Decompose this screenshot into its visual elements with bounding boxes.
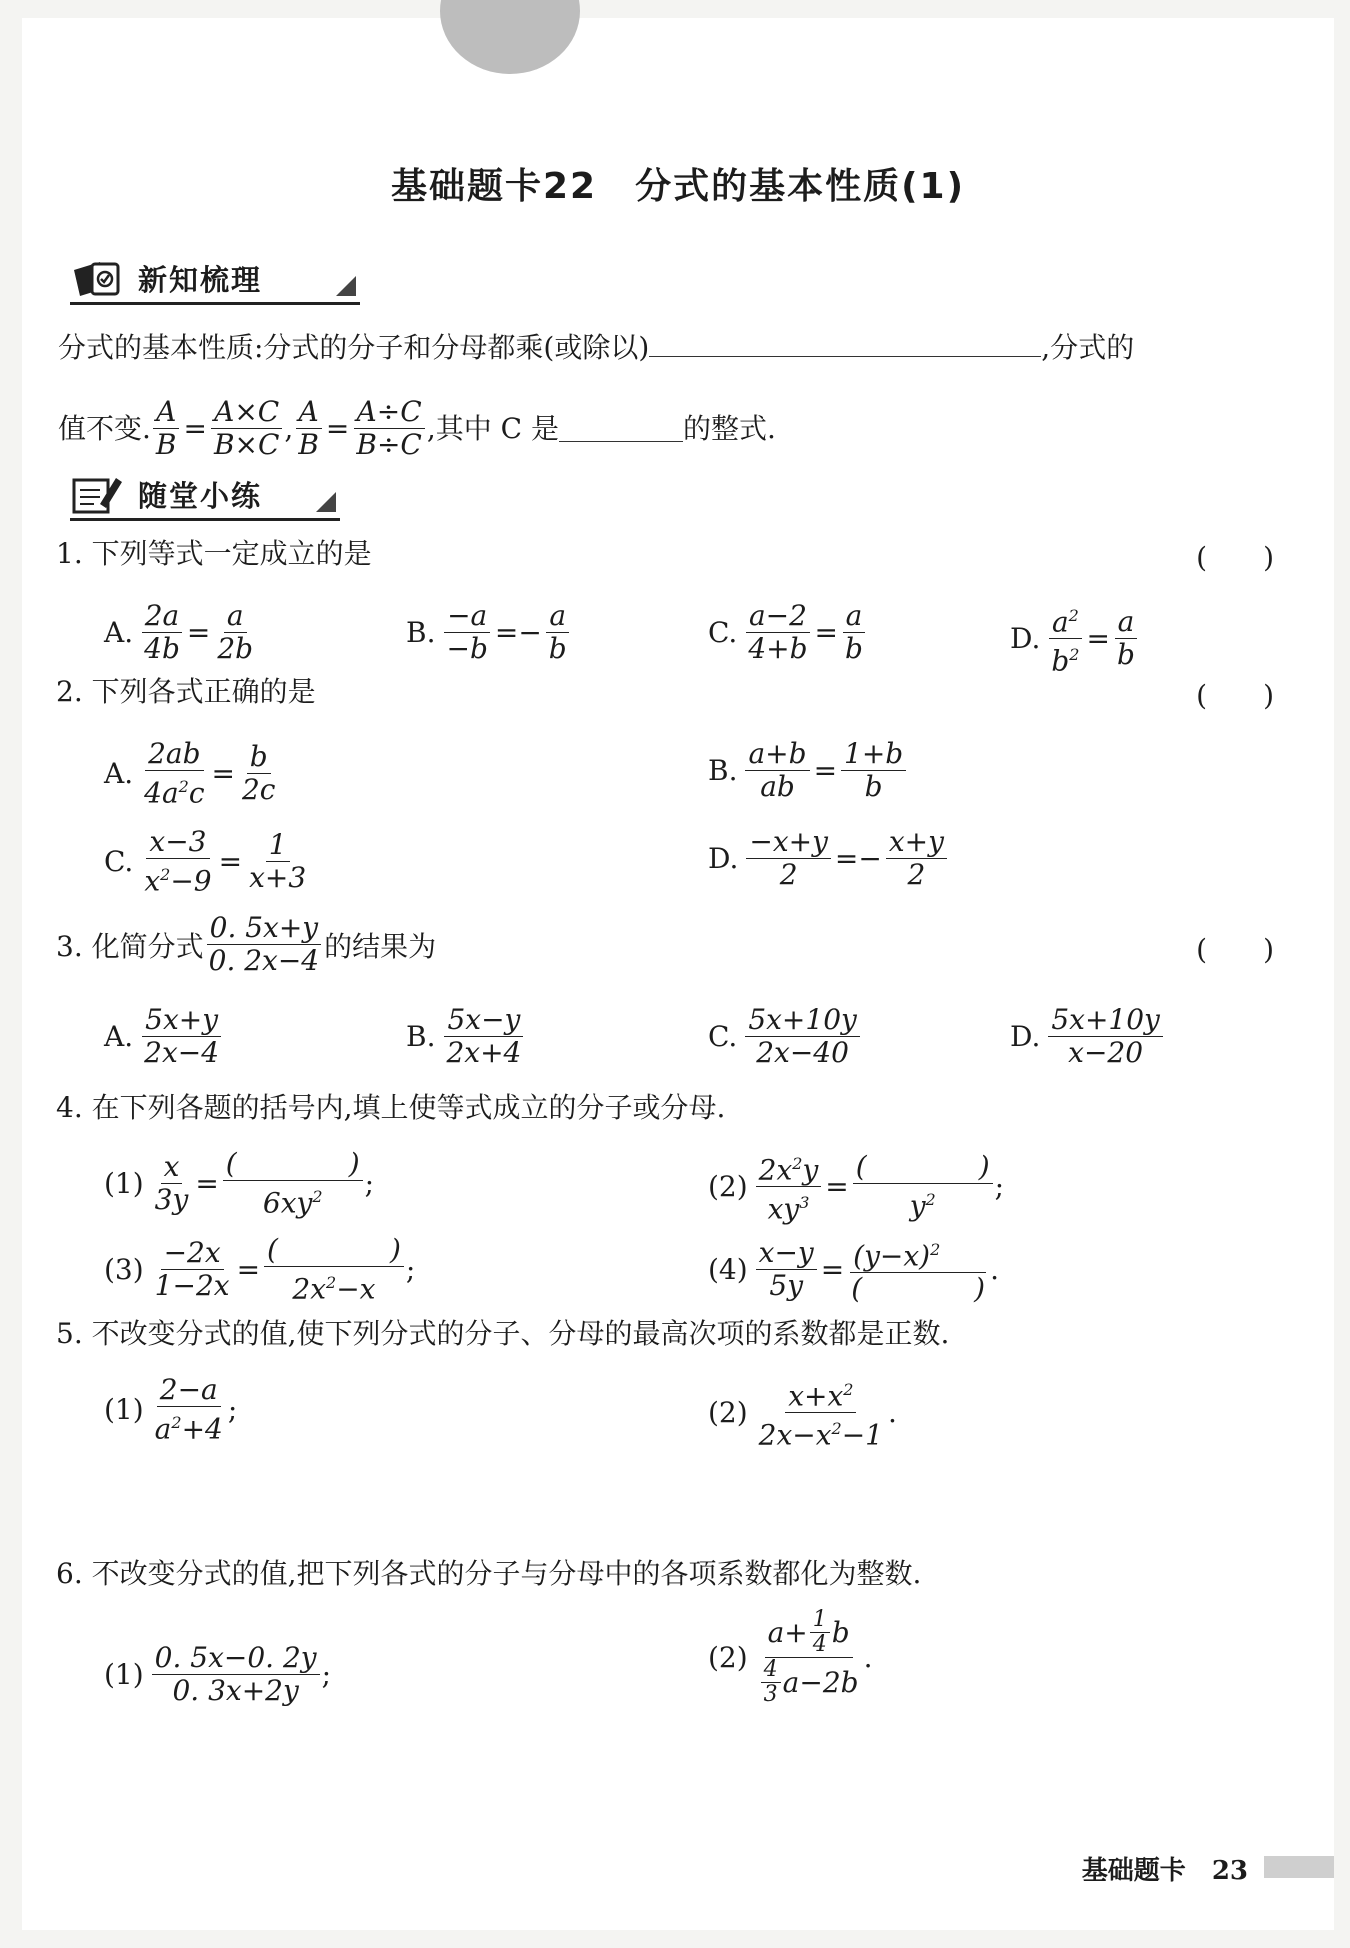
formula-fraction: $\frac{A\div C}{B\div C}$	[353, 396, 424, 461]
question-6: 6. 不改变分式的值,把下列各式的分子与分母中的各项系数都化为整数.	[56, 1557, 922, 1590]
option-key: D.	[1010, 1020, 1041, 1053]
page-title: 基础题卡22 分式的基本性质(1)	[390, 166, 966, 207]
section-label-practice: 随堂小练	[138, 478, 263, 513]
q2-option-b[interactable]: B. $\frac{a+b}{ab}$ = $\frac{1+b}{b}$	[708, 738, 908, 803]
q2-option-c[interactable]: C. $\frac{x-3}{x^2-9}$ = $\frac{1}{x+3}$	[104, 825, 307, 898]
binder-hole	[440, 0, 580, 74]
option-key: A.	[104, 1020, 134, 1053]
option-key: C.	[708, 1020, 738, 1053]
section-header-knowledge	[70, 254, 360, 305]
section-triangle	[336, 276, 356, 296]
q3-option-c[interactable]: C. $\frac{5x+10y}{2x-40}$	[708, 1004, 862, 1069]
answer-blank-2[interactable]	[559, 415, 683, 442]
q4-part-2: (2) $\frac{2x^2y}{xy^3}$ = $\frac{( )}{y^2}$ ;	[708, 1148, 1004, 1226]
option-key: B.	[708, 754, 738, 787]
sub-key: (4)	[708, 1253, 748, 1287]
question-3: 3. 化简分式 $\frac{0. 5x+y}{0. 2x-4}$ 的结果为	[56, 911, 437, 977]
formula-fraction: $\frac{A}{B}$	[295, 396, 322, 461]
q4-part-1: (1) $\frac{x}{3y}$ = $\frac{( )}{6xy^2}$ ;	[104, 1147, 375, 1220]
option-key: B.	[406, 616, 436, 649]
question-1: 1. 下列等式一定成立的是	[56, 537, 372, 570]
q3-option-d[interactable]: D. $\frac{5x+10y}{x-20}$	[1010, 1004, 1165, 1069]
knowledge-text-1-end: ,分式的	[1041, 331, 1135, 364]
sub-key: (1)	[104, 1658, 144, 1691]
q3-suffix: 的结果为	[324, 929, 437, 963]
option-key: A.	[104, 757, 134, 791]
q5-part-2: (2) $\frac{x+x^2}{2x-x^2-1}$ .	[708, 1374, 897, 1452]
q4-part-4: (4) $\frac{x-y}{5y}$ = $\frac{(y-x)^2}{( )}$ .	[708, 1234, 999, 1305]
answer-blank-1[interactable]	[649, 330, 1041, 357]
formula-fraction: $\frac{A\times C}{B\times C}$	[211, 396, 282, 461]
knowledge-text-2-end: 的整式.	[682, 411, 776, 445]
answer-paren-2[interactable]: ( )	[1196, 679, 1274, 712]
worksheet-page	[22, 18, 1334, 1930]
sub-key: (3)	[104, 1253, 144, 1287]
option-key: C.	[708, 616, 738, 649]
q1-option-d[interactable]: D. $\frac{a^2}{b^2}$ = $\frac{a}{b}$	[1010, 600, 1140, 678]
sub-key: (2)	[708, 1396, 748, 1430]
page-footer	[1082, 1850, 1248, 1887]
q6-part-1: (1) $\frac{0. 5x-0. 2y}{0. 3x+2y}$ ;	[104, 1641, 332, 1707]
clipboard-check-icon	[70, 258, 126, 298]
q2-option-d[interactable]: D. $\frac{-x+y}{2}$ =− $\frac{x+y}{2}$	[708, 826, 949, 891]
q2-option-a[interactable]: A. $\frac{2ab}{4a^2c}$ = $\frac{b}{2c}$	[104, 737, 276, 810]
formula-fraction: $\frac{A}{B}$	[153, 396, 180, 461]
footer-label: 基础题卡	[1081, 1856, 1186, 1886]
question-2: 2. 下列各式正确的是	[56, 675, 316, 708]
knowledge-text-2: 值不变.	[58, 411, 151, 445]
q1-option-c[interactable]: C. $\frac{a-2}{4+b}$ = $\frac{a}{b}$	[708, 600, 868, 665]
answer-paren-3[interactable]: ( )	[1196, 933, 1274, 966]
q6-part-2: (2) a+ $\frac{1}{4}$ b $\frac{4}{3}$ a−2b .	[708, 1607, 873, 1707]
sub-key: (1)	[104, 1167, 144, 1201]
option-key: B.	[406, 1020, 436, 1053]
option-key: D.	[708, 842, 739, 875]
q3-option-a[interactable]: A. $\frac{5x+y}{2x-4}$	[104, 1003, 220, 1069]
option-key: D.	[1010, 622, 1041, 656]
q1-option-a[interactable]: A. $\frac{2a}{4b}$ = $\frac{a}{2b}$	[104, 599, 254, 665]
q4-part-3: (3) $\frac{-2x}{1-2x}$ = $\frac{( )}{2x^2-x}$ ;	[104, 1233, 416, 1306]
q3-prefix: 3. 化简分式	[56, 929, 204, 963]
section-triangle	[316, 492, 336, 512]
sub-key: (2)	[708, 1170, 748, 1204]
q1-option-b[interactable]: B. $\frac{-a}{-b}$ =− $\frac{a}{b}$	[406, 600, 572, 665]
knowledge-text-1: 分式的基本性质:分式的分子和分母都乘(或除以)	[58, 331, 650, 364]
option-key: C.	[104, 845, 134, 879]
sub-key: (1)	[104, 1393, 144, 1427]
knowledge-line-2: 值不变. $\frac{A}{B}$ = $\frac{A\times C}{B\times C}$ , $\frac{A}{B}$ = $\frac{A\div C}{B\div C}$ ,其中 C 是 的整式.	[58, 395, 776, 461]
knowledge-text-2-mid: ,其中 C 是	[426, 411, 559, 445]
page-number: 23	[1211, 1856, 1248, 1886]
answer-paren-1[interactable]: ( )	[1196, 541, 1274, 574]
section-header-practice	[70, 470, 340, 521]
question-4: 4. 在下列各题的括号内,填上使等式成立的分子或分母.	[56, 1091, 726, 1124]
q3-option-b[interactable]: B. $\frac{5x-y}{2x+4}$	[406, 1003, 522, 1069]
q5-part-1: (1) $\frac{2-a}{a^2+4}$ ;	[104, 1373, 238, 1446]
option-key: A.	[104, 616, 134, 649]
footer-bar	[1264, 1856, 1334, 1878]
notebook-pencil-icon	[70, 474, 126, 514]
sub-key: (2)	[708, 1641, 748, 1674]
section-label-knowledge: 新知梳理	[138, 262, 263, 297]
knowledge-line-1	[58, 330, 1134, 366]
question-5: 5. 不改变分式的值,使下列分式的分子、分母的最高次项的系数都是正数.	[56, 1317, 950, 1350]
